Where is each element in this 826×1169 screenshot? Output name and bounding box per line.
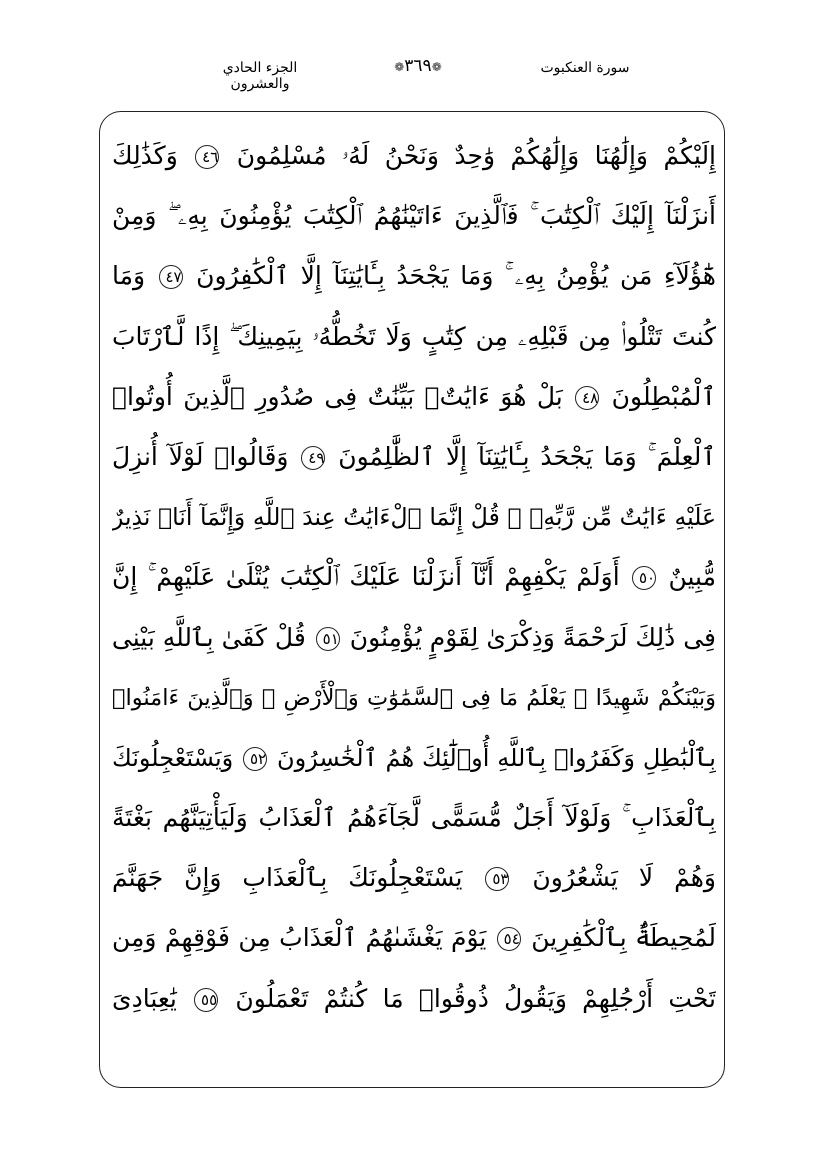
line-text-continued: وَيَسْتَعْجِلُونَكَ xyxy=(112,743,234,772)
line-text: أَنزَلْنَآ إِلَيْكَ ٱلْكِتَٰبَ ۚ فَٱلَّذِينَ ءَاتَيْنَٰهُمُ ٱلْكِتَٰبَ يُؤْمِنُونَ بِهِۦ ۖ وَمِنْ xyxy=(112,201,716,231)
text-line xyxy=(112,547,716,607)
verse-number-marker: ٥٥ xyxy=(194,988,218,1012)
text-line xyxy=(112,788,716,848)
text-line xyxy=(112,728,716,788)
line-text: لَمُحِيطَةٌۢ بِٱلْكَٰفِرِينَ xyxy=(531,923,716,953)
text-line xyxy=(112,908,716,968)
line-text-continued: بَلْ هُوَ ءَايَٰتٌۢ بَيِّنَٰتٌ فِى صُدُورِ ٱلَّذِينَ أُوتُوا۟ xyxy=(112,381,563,411)
text-line xyxy=(112,427,716,487)
line-text-continued: وَكَذَٰلِكَ xyxy=(112,141,178,170)
ornament-icon: ❁ xyxy=(394,60,405,74)
surah-title: سورة العنكبوت xyxy=(540,60,630,76)
verse-number-marker: ٥٣ xyxy=(485,867,509,891)
text-line xyxy=(112,246,716,306)
line-text-continued: أَوَلَمْ يَكْفِهِمْ أَنَّآ أَنزَلْنَا عَلَيْكَ ٱلْكِتَٰبَ يُتْلَىٰ عَلَيْهِمْ ۚ إِنَّ xyxy=(112,562,620,592)
line-text: ٱلْعِلْمَ ۚ وَمَا يَجْحَدُ بِـَٔايَٰتِنَآ إِلَّا ٱلظَّٰلِمُونَ xyxy=(338,441,716,471)
verse-number-marker: ٤٦ xyxy=(195,145,219,169)
verse-number-marker: ٥١ xyxy=(316,627,340,651)
text-line xyxy=(112,848,716,908)
line-text: هَٰٓؤُلَآءِ مَن يُؤْمِنُ بِهِۦ ۚ وَمَا يَجْحَدُ بِـَٔايَٰتِنَآ إِلَّا ٱلْكَٰفِرُونَ xyxy=(196,261,716,291)
verse-number-marker: ٤٧ xyxy=(159,265,183,289)
page-number-wrap xyxy=(383,56,453,76)
line-text-continued: وَمَا xyxy=(112,261,146,291)
line-text: عَلَيْهِ ءَايَٰتٌ مِّن رَّبِّهِۦ ۖ قُلْ إِنَّمَا ٱلْءَايَٰتُ عِندَ ٱللَّهِ وَإِنَّمَآ أَنَا۠ نَذِيرٌ xyxy=(112,503,716,532)
line-text: وَبَيْنَكُمْ شَهِيدًا ۖ يَعْلَمُ مَا فِى ٱلسَّمَٰوَٰتِ وَٱلْأَرْضِ ۗ وَٱلَّذِينَ ءَامَنُوا۟ xyxy=(112,684,716,711)
ornament-icon: ❁ xyxy=(431,60,442,74)
verse-lines xyxy=(112,126,716,1029)
text-line xyxy=(112,367,716,427)
text-line xyxy=(112,186,716,246)
page-header xyxy=(0,56,826,92)
line-text: كُنتَ تَتْلُوا۟ مِن قَبْلِهِۦ مِن كِتَٰبٍ وَلَا تَخُطُّهُۥ بِيَمِينِكَ ۖ إِذًا لَّٱرْتَابَ xyxy=(112,321,716,351)
line-text: مُّبِينٌ xyxy=(668,562,716,592)
line-text: بِٱلْعَذَابِ ۚ وَلَوْلَآ أَجَلٌ مُّسَمًّى لَّجَآءَهُمُ ٱلْعَذَابُ وَلَيَأْتِيَنَّهُم بَغْتَةً xyxy=(112,803,716,833)
text-line xyxy=(112,668,716,728)
juz-title: الجزء الحادي والعشرون xyxy=(222,60,298,92)
line-text-continued: قُلْ كَفَىٰ بِٱللَّهِ بَيْنِى xyxy=(112,622,306,652)
line-text: وَهُمْ لَا يَشْعُرُونَ xyxy=(532,863,716,893)
verse-number-marker: ٥٢ xyxy=(243,747,267,771)
page-number: ٣٦٩ xyxy=(404,56,432,76)
text-line xyxy=(112,608,716,668)
line-text-continued: يَٰعِبَادِىَ xyxy=(112,983,177,1013)
text-line xyxy=(112,487,716,547)
line-text: إِلَيْكُمْ وَإِلَٰهُنَا وَإِلَٰهُكُمْ وَٰحِدٌ وَنَحْنُ لَهُۥ مُسْلِمُونَ xyxy=(236,141,716,170)
line-text-continued: وَقَالُوا۟ لَوْلَآ أُنزِلَ xyxy=(112,441,289,471)
line-text: فِى ذَٰلِكَ لَرَحْمَةً وَذِكْرَىٰ لِقَوْمٍ يُؤْمِنُونَ xyxy=(349,622,716,652)
verse-number-marker: ٥٤ xyxy=(497,927,521,951)
verse-number-marker: ٤٨ xyxy=(575,386,599,410)
line-text-continued: يَسْتَعْجِلُونَكَ بِٱلْعَذَابِ وَإِنَّ جَهَنَّمَ xyxy=(112,863,463,893)
line-text: تَحْتِ أَرْجُلِهِمْ وَيَقُولُ ذُوقُوا۟ مَا كُنتُمْ تَعْمَلُونَ xyxy=(235,983,716,1013)
line-text-continued: يَوْمَ يَغْشَىٰهُمُ ٱلْعَذَابُ مِن فَوْقِهِمْ وَمِن xyxy=(112,923,487,953)
line-text: بِٱلْبَٰطِلِ وَكَفَرُوا۟ بِٱللَّهِ أُو۟لَٰٓئِكَ هُمُ ٱلْخَٰسِرُونَ xyxy=(276,743,716,772)
text-line xyxy=(112,969,716,1029)
verse-number-marker: ٤٩ xyxy=(301,446,325,470)
text-line xyxy=(112,307,716,367)
verse-number-marker: ٥٠ xyxy=(632,566,656,590)
text-line xyxy=(112,126,716,186)
line-text: ٱلْمُبْطِلُونَ xyxy=(611,381,716,411)
